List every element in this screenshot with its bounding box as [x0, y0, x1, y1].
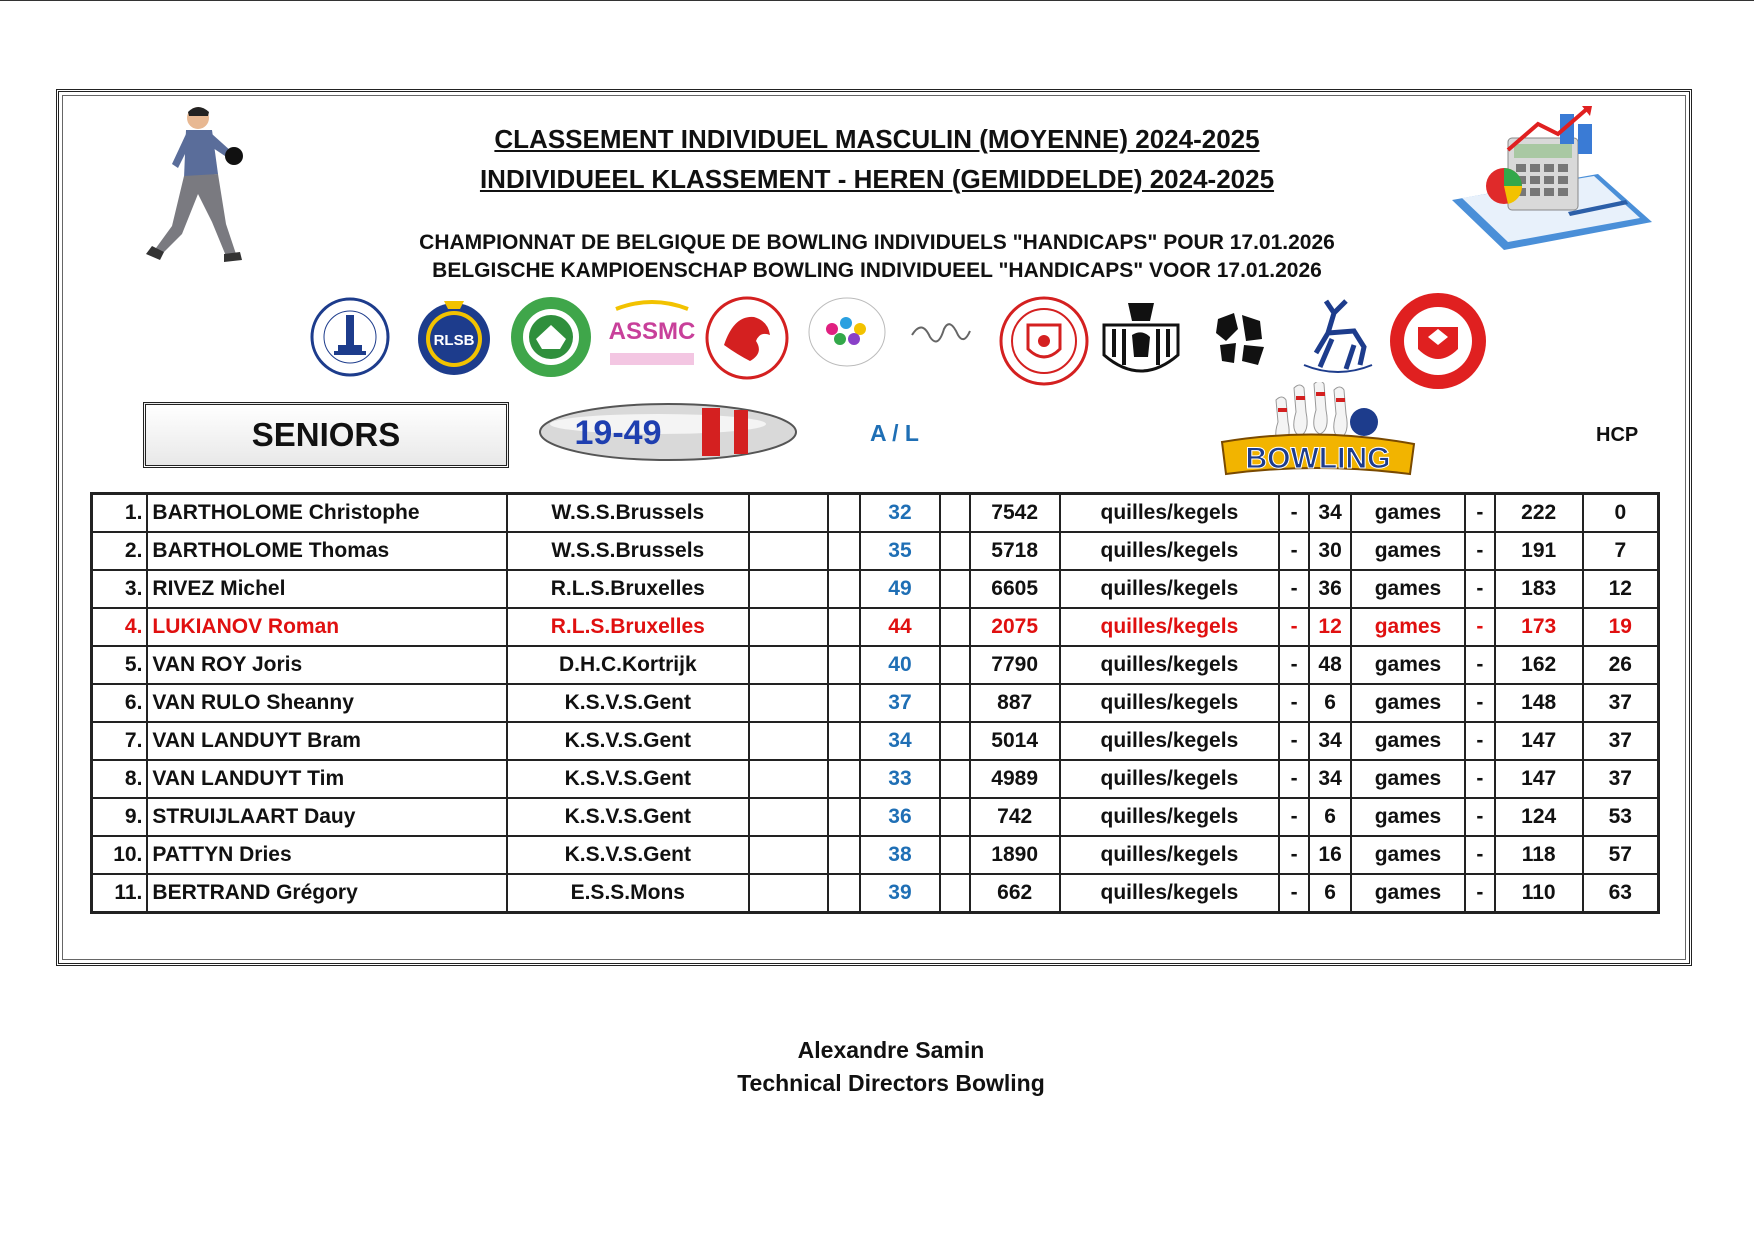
handicap-cell: 19: [1583, 608, 1659, 646]
dash-cell: -: [1465, 722, 1495, 760]
unit-cell: quilles/kegels: [1060, 570, 1280, 608]
club-cell: K.S.V.S.Gent: [507, 722, 749, 760]
handicap-cell: 37: [1583, 760, 1659, 798]
empty-cell: [749, 798, 829, 836]
top-border-line: [0, 0, 1754, 1]
club-cell: W.S.S.Brussels: [507, 494, 749, 533]
dash-cell: -: [1279, 646, 1309, 684]
table-row: [92, 570, 1659, 608]
age-cell: 38: [860, 836, 940, 874]
games-label-cell: games: [1351, 494, 1465, 533]
games-label-cell: games: [1351, 722, 1465, 760]
average-cell: 124: [1495, 798, 1583, 836]
club-cell: W.S.S.Brussels: [507, 532, 749, 570]
dash-cell: -: [1465, 608, 1495, 646]
average-cell: 148: [1495, 684, 1583, 722]
empty-cell: [828, 684, 860, 722]
total-pins-cell: 4989: [970, 760, 1060, 798]
games-label-cell: games: [1351, 798, 1465, 836]
total-pins-cell: 5718: [970, 532, 1060, 570]
empty-cell: [940, 494, 970, 533]
rank-cell: 3.: [92, 570, 148, 608]
age-cell: 40: [860, 646, 940, 684]
age-cell: 34: [860, 722, 940, 760]
unit-cell: quilles/kegels: [1060, 532, 1280, 570]
dash-cell: -: [1279, 760, 1309, 798]
dash-cell: -: [1465, 874, 1495, 913]
player-name-cell: VAN LANDUYT Tim: [147, 760, 507, 798]
age-cell: 33: [860, 760, 940, 798]
empty-cell: [940, 532, 970, 570]
dash-cell: -: [1465, 646, 1495, 684]
rank-cell: 6.: [92, 684, 148, 722]
dash-cell: -: [1465, 836, 1495, 874]
dash-cell: -: [1279, 836, 1309, 874]
rank-cell: 7.: [92, 722, 148, 760]
royal-union-logo: [308, 295, 392, 379]
empty-cell: [940, 874, 970, 913]
handicap-cell: 0: [1583, 494, 1659, 533]
total-pins-cell: 7790: [970, 646, 1060, 684]
age-cell: 32: [860, 494, 940, 533]
table-row: [92, 874, 1659, 913]
games-count-cell: 30: [1309, 532, 1351, 570]
dash-cell: -: [1279, 722, 1309, 760]
handicap-cell: 37: [1583, 684, 1659, 722]
handicap-cell: 37: [1583, 722, 1659, 760]
assmc-logo-text: ASSMC: [608, 318, 696, 345]
handicap-cell: 57: [1583, 836, 1659, 874]
age-league-label: A / L: [870, 420, 919, 446]
empty-cell: [940, 798, 970, 836]
table-row: [92, 684, 1659, 722]
empty-cell: [749, 532, 829, 570]
total-pins-cell: 5014: [970, 722, 1060, 760]
empty-cell: [940, 608, 970, 646]
empty-cell: [940, 570, 970, 608]
ranking-table: [90, 492, 1660, 914]
signatory-name: Alexandre Samin: [797, 1037, 985, 1063]
average-cell: 110: [1495, 874, 1583, 913]
handicap-cell: 53: [1583, 798, 1659, 836]
empty-cell: [749, 570, 829, 608]
club-cell: K.S.V.S.Gent: [507, 684, 749, 722]
empty-cell: [749, 836, 829, 874]
total-pins-cell: 662: [970, 874, 1060, 913]
empty-cell: [940, 836, 970, 874]
player-name-cell: RIVEZ Michel: [147, 570, 507, 608]
empty-cell: [749, 646, 829, 684]
games-label-cell: games: [1351, 874, 1465, 913]
games-count-cell: 6: [1309, 684, 1351, 722]
dash-cell: -: [1465, 494, 1495, 533]
red-shield-logo: [1388, 291, 1488, 391]
total-pins-cell: 6605: [970, 570, 1060, 608]
club-cell: R.L.S.Bruxelles: [507, 570, 749, 608]
games-label-cell: games: [1351, 608, 1465, 646]
unit-cell: quilles/kegels: [1060, 608, 1280, 646]
table-row: [92, 722, 1659, 760]
games-count-cell: 34: [1309, 760, 1351, 798]
games-label-cell: games: [1351, 570, 1465, 608]
empty-cell: [828, 646, 860, 684]
subtitle-nl: BELGISCHE KAMPIOENSCHAP BOWLING INDIVIDUEEL "HANDICAPS" VOOR 17.01.2026: [432, 259, 1322, 282]
unit-cell: quilles/kegels: [1060, 684, 1280, 722]
ranking-table-body: [92, 494, 1659, 913]
empty-cell: [749, 760, 829, 798]
rlsb-logo-text: RLSB: [433, 332, 475, 349]
unit-cell: quilles/kegels: [1060, 722, 1280, 760]
handicap-cell: 7: [1583, 532, 1659, 570]
total-pins-cell: 1890: [970, 836, 1060, 874]
empty-cell: [749, 608, 829, 646]
blue-deer-logo: [1298, 295, 1378, 381]
table-row: [92, 532, 1659, 570]
empty-cell: [828, 532, 860, 570]
empty-cell: [828, 798, 860, 836]
empty-cell: [940, 722, 970, 760]
hcp-label: HCP: [1596, 424, 1639, 446]
rank-cell: 5.: [92, 646, 148, 684]
cssnamur-logo: [806, 295, 888, 369]
average-cell: 173: [1495, 608, 1583, 646]
unit-cell: quilles/kegels: [1060, 494, 1280, 533]
empty-cell: [828, 570, 860, 608]
dash-cell: -: [1465, 798, 1495, 836]
empty-cell: [940, 684, 970, 722]
black-figures-logo: [1212, 311, 1268, 367]
dash-cell: -: [1279, 874, 1309, 913]
black-lion-crest-logo: [1094, 295, 1188, 387]
category-label-box: [143, 402, 509, 468]
rank-cell: 10.: [92, 836, 148, 874]
dash-cell: -: [1279, 494, 1309, 533]
games-count-cell: 12: [1309, 608, 1351, 646]
club-cell: E.S.S.Mons: [507, 874, 749, 913]
player-name-cell: BARTHOLOME Christophe: [147, 494, 507, 533]
player-name-cell: BARTHOLOME Thomas: [147, 532, 507, 570]
rlsb-logo: [414, 295, 494, 379]
dash-cell: -: [1465, 532, 1495, 570]
average-cell: 147: [1495, 760, 1583, 798]
handicap-cell: 26: [1583, 646, 1659, 684]
subtitle-fr: CHAMPIONNAT DE BELGIQUE DE BOWLING INDIVIDUELS "HANDICAPS" POUR 17.01.2026: [419, 231, 1335, 254]
total-pins-cell: 2075: [970, 608, 1060, 646]
empty-cell: [828, 608, 860, 646]
unit-cell: quilles/kegels: [1060, 836, 1280, 874]
age-cell: 35: [860, 532, 940, 570]
empty-cell: [940, 760, 970, 798]
assmc-logo: [606, 295, 698, 379]
rank-cell: 8.: [92, 760, 148, 798]
age-cell: 49: [860, 570, 940, 608]
empty-cell: [749, 722, 829, 760]
dash-cell: -: [1465, 570, 1495, 608]
table-row: [92, 760, 1659, 798]
handicap-cell: 63: [1583, 874, 1659, 913]
dash-cell: -: [1279, 570, 1309, 608]
age-cell: 37: [860, 684, 940, 722]
player-name-cell: VAN RULO Sheanny: [147, 684, 507, 722]
table-row: [92, 494, 1659, 533]
club-cell: K.S.V.S.Gent: [507, 798, 749, 836]
games-label-cell: games: [1351, 760, 1465, 798]
empty-cell: [749, 494, 829, 533]
age-cell: 39: [860, 874, 940, 913]
category-label: SENIORS: [251, 416, 401, 453]
rank-cell: 2.: [92, 532, 148, 570]
games-count-cell: 48: [1309, 646, 1351, 684]
games-count-cell: 16: [1309, 836, 1351, 874]
dash-cell: -: [1465, 760, 1495, 798]
statistics-illustration: [1448, 104, 1656, 254]
games-count-cell: 6: [1309, 798, 1351, 836]
games-count-cell: 34: [1309, 494, 1351, 533]
title-nl: INDIVIDUEEL KLASSEMENT - HEREN (GEMIDDELDE) 2024-2025: [479, 164, 1275, 194]
average-cell: 183: [1495, 570, 1583, 608]
player-name-cell: VAN LANDUYT Bram: [147, 722, 507, 760]
unit-cell: quilles/kegels: [1060, 760, 1280, 798]
handicap-cell: 12: [1583, 570, 1659, 608]
rank-cell: 4.: [92, 608, 148, 646]
unit-cell: quilles/kegels: [1060, 798, 1280, 836]
rank-cell: 1.: [92, 494, 148, 533]
games-count-cell: 36: [1309, 570, 1351, 608]
club-cell: R.L.S.Bruxelles: [507, 608, 749, 646]
table-row: [92, 608, 1659, 646]
age-cell: 44: [860, 608, 940, 646]
bowling-logo-text: BOWLING: [1245, 442, 1391, 475]
empty-cell: [828, 874, 860, 913]
player-name-cell: BERTRAND Grégory: [147, 874, 507, 913]
empty-cell: [749, 684, 829, 722]
average-cell: 162: [1495, 646, 1583, 684]
table-row: [92, 646, 1659, 684]
dash-cell: -: [1279, 608, 1309, 646]
empty-cell: [828, 836, 860, 874]
games-label-cell: games: [1351, 684, 1465, 722]
empty-cell: [828, 494, 860, 533]
table-row: [92, 836, 1659, 874]
club-logos-row: [300, 295, 1500, 385]
red-crest-logo: [998, 295, 1090, 387]
average-cell: 222: [1495, 494, 1583, 533]
signatory-role: Technical Directors Bowling: [737, 1070, 1045, 1096]
dash-cell: -: [1465, 684, 1495, 722]
games-label-cell: games: [1351, 532, 1465, 570]
total-pins-cell: 887: [970, 684, 1060, 722]
age-range-pin: [538, 402, 808, 462]
dash-cell: -: [1279, 798, 1309, 836]
average-cell: 191: [1495, 532, 1583, 570]
average-cell: 147: [1495, 722, 1583, 760]
games-count-cell: 34: [1309, 722, 1351, 760]
empty-cell: [749, 874, 829, 913]
bowling-logo: [1214, 382, 1420, 482]
rank-cell: 11.: [92, 874, 148, 913]
games-label-cell: games: [1351, 646, 1465, 684]
green-club-logo: [508, 295, 594, 379]
club-cell: K.S.V.S.Gent: [507, 760, 749, 798]
age-cell: 36: [860, 798, 940, 836]
signature-mark-logo: [908, 309, 974, 359]
average-cell: 118: [1495, 836, 1583, 874]
total-pins-cell: 742: [970, 798, 1060, 836]
rank-cell: 9.: [92, 798, 148, 836]
red-eagle-logo: [704, 295, 790, 381]
player-name-cell: STRUIJLAART Dauy: [147, 798, 507, 836]
player-name-cell: LUKIANOV Roman: [147, 608, 507, 646]
games-count-cell: 6: [1309, 874, 1351, 913]
empty-cell: [828, 760, 860, 798]
player-name-cell: VAN ROY Joris: [147, 646, 507, 684]
unit-cell: quilles/kegels: [1060, 646, 1280, 684]
total-pins-cell: 7542: [970, 494, 1060, 533]
club-cell: D.H.C.Kortrijk: [507, 646, 749, 684]
club-cell: K.S.V.S.Gent: [507, 836, 749, 874]
empty-cell: [940, 646, 970, 684]
dash-cell: -: [1279, 684, 1309, 722]
title-fr: CLASSEMENT INDIVIDUEL MASCULIN (MOYENNE) 2024-2025: [494, 124, 1260, 154]
player-name-cell: PATTYN Dries: [147, 836, 507, 874]
dash-cell: -: [1279, 532, 1309, 570]
age-range-text: 19-49: [574, 414, 662, 452]
empty-cell: [828, 722, 860, 760]
games-label-cell: games: [1351, 836, 1465, 874]
table-row: [92, 798, 1659, 836]
unit-cell: quilles/kegels: [1060, 874, 1280, 913]
